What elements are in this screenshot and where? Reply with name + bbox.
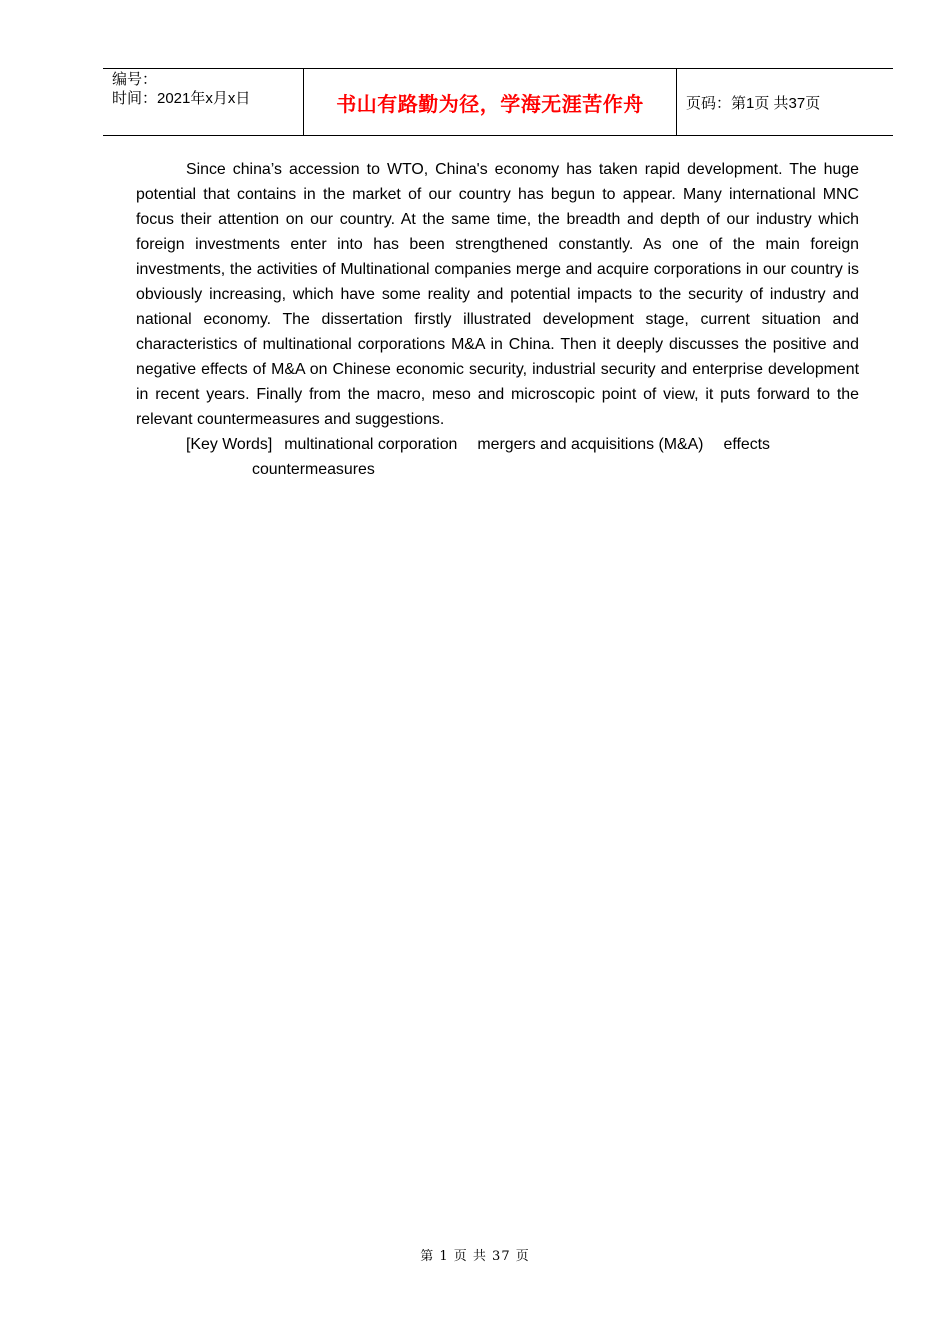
- document-time-label: 时间：2021年x月x日: [112, 90, 251, 107]
- abstract-paragraph: Since china’s accession to WTO, China's economy has taken rapid development. The huge potential that contains in the market of our country has begun to appear. Many international MNC focus their attention on our country. At the same time, the breadth and depth of our industry which foreign investments enter into has been strengthened constantly. As one of the main foreign investments, the activities of Multinational companies merge and acquire corporations in our country is obviously increasing, which have some reality and potential impacts to the security of industry and national economy. The dissertation firstly illustrated development stage, current situation and characteristics of multinational corporations M&A in China. Then it deeply discusses the positive and negative effects of M&A on Chinese economic security, industrial security and enterprise development in recent years. Finally from the macro, meso and microscopic point of view, it puts forward to the relevant countermeasures and suggestions.: [136, 161, 859, 428]
- footer-page-number: 第 1 页 共 37 页: [420, 1249, 530, 1264]
- keywords-section: [186, 432, 826, 482]
- header-page-info: 页码：第1页 共37页: [686, 94, 821, 112]
- document-number-label: 编号：: [112, 71, 158, 88]
- header-left-cell: [103, 69, 303, 135]
- page-header: [103, 68, 893, 136]
- keyword-item: effects: [723, 436, 771, 453]
- header-right-cell: [677, 69, 893, 135]
- keywords-label: [Key Words]: [186, 436, 273, 453]
- header-motto: 书山有路勤为径，学海无涯苦作舟: [336, 91, 644, 116]
- keyword-item: multinational corporation: [284, 436, 458, 453]
- page-footer: [0, 1245, 950, 1264]
- header-motto-cell: [303, 69, 677, 135]
- keyword-item: mergers and acquisitions (M&A): [477, 436, 704, 453]
- keyword-item: countermeasures: [252, 461, 375, 478]
